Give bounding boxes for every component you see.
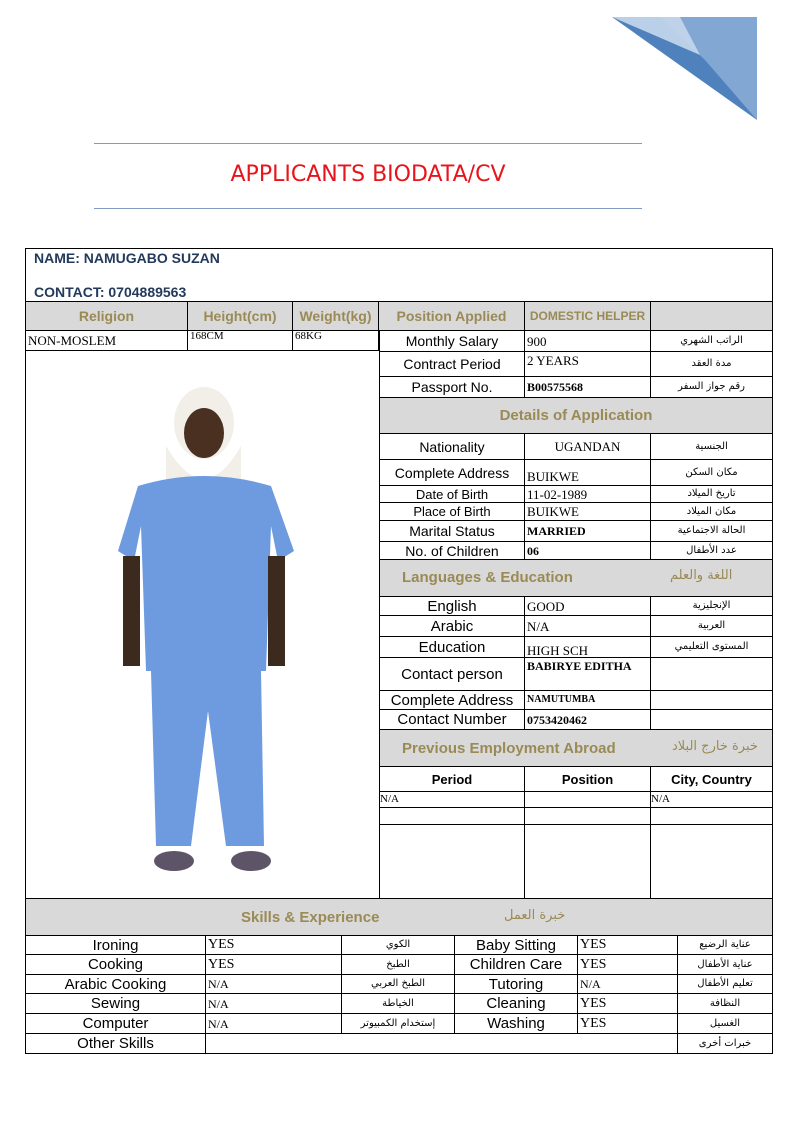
english-arabic: الإنجليزية	[651, 597, 773, 616]
nationality-arabic: الجنسية	[651, 434, 773, 460]
skill-right-value-3: N/A	[578, 975, 678, 994]
religion-header: Religion	[26, 301, 188, 331]
education-value: HIGH SCH	[525, 637, 651, 658]
contact-address-value: NAMUTUMBA	[525, 691, 651, 710]
weight-value: 68KG	[293, 331, 379, 351]
applicant-contact: CONTACT: 0704889563	[34, 284, 187, 300]
employment-heading-arabic: خبرة خارج البلاد	[672, 739, 758, 754]
complete-address-arabic: مكان السكن	[651, 460, 773, 486]
skill-left-value-3: N/A	[206, 975, 342, 994]
english-value: GOOD	[525, 597, 651, 616]
contact-address-arabic-blank	[651, 691, 773, 710]
employment-row-1-period: N/A	[379, 792, 525, 808]
weight-header: Weight(kg)	[293, 301, 379, 331]
skill-right-value-5: YES	[578, 1014, 678, 1034]
skills-heading-text: Skills & Experience	[241, 909, 380, 926]
dob-arabic: تاريخ الميلاد	[651, 486, 773, 503]
religion-value: NON-MOSLEM	[26, 331, 188, 351]
skill-right-label-5: Washing	[455, 1014, 578, 1034]
skill-left-label-2: Cooking	[25, 955, 206, 975]
skill-right-label-4: Cleaning	[455, 994, 578, 1014]
skill-right-arabic-4: النظافة	[678, 994, 773, 1014]
contract-period-arabic: مدة العقد	[651, 352, 773, 377]
title-rule-bottom	[94, 208, 642, 209]
page-title: APPLICANTS BIODATA/CV	[230, 162, 506, 187]
languages-heading-arabic: اللغة والعلم	[670, 568, 733, 583]
skill-right-arabic-3: تعليم الأطفال	[678, 975, 773, 994]
children-label: No. of Children	[379, 542, 525, 560]
arabic-value: N/A	[525, 616, 651, 637]
monthly-salary-label: Monthly Salary	[379, 331, 525, 352]
skill-right-value-1: YES	[578, 936, 678, 955]
position-value	[525, 301, 651, 331]
nationality-label: Nationality	[379, 434, 525, 460]
height-value: 168CM	[188, 331, 293, 351]
skill-right-label-2: Children Care	[455, 955, 578, 975]
position-arabic-blank	[651, 301, 773, 331]
arabic-label: Arabic	[379, 616, 525, 637]
skill-left-arabic-2: الطبخ	[342, 955, 455, 975]
arabic-arabic: العربية	[651, 616, 773, 637]
employment-row-2-period	[379, 808, 525, 825]
languages-heading	[379, 560, 773, 597]
skill-left-label-4: Sewing	[25, 994, 206, 1014]
employment-row-2-city	[651, 808, 773, 825]
employment-row-3-period	[379, 825, 525, 899]
employment-col-position: Position	[525, 767, 651, 792]
pob-value: BUIKWE	[525, 503, 651, 521]
pob-label: Place of Birth	[379, 503, 525, 521]
skill-left-value-2: YES	[206, 955, 342, 975]
name-contact-block	[25, 248, 773, 302]
skill-left-label-3: Arabic Cooking	[25, 975, 206, 994]
skill-left-arabic-1: الكوي	[342, 936, 455, 955]
title-rule-top	[94, 143, 642, 144]
contact-number-label: Contact Number	[379, 710, 525, 730]
employment-heading-text: Previous Employment Abroad	[402, 740, 616, 757]
applicant-photo	[26, 351, 379, 898]
contact-person-label: Contact person	[379, 658, 525, 691]
passport-value: B00575568	[525, 377, 651, 398]
skill-right-label-3: Tutoring	[455, 975, 578, 994]
skill-left-value-1: YES	[206, 936, 342, 955]
skill-right-arabic-1: عناية الرضيع	[678, 936, 773, 955]
contact-number-value: 0753420462	[525, 710, 651, 730]
skill-right-arabic-2: عناية الأطفال	[678, 955, 773, 975]
contact-person-value: BABIRYE EDITHA	[525, 658, 651, 691]
dob-value: 11-02-1989	[525, 486, 651, 503]
complete-address-label: Complete Address	[379, 460, 525, 486]
skill-right-value-2: YES	[578, 955, 678, 975]
employment-row-1-position	[525, 792, 651, 808]
corner-decoration	[0, 0, 795, 130]
skill-left-arabic-5: إستخدام الكمبيوتر	[342, 1014, 455, 1034]
contact-address-label: Complete Address	[379, 691, 525, 710]
education-label: Education	[379, 637, 525, 658]
skills-heading	[25, 898, 773, 936]
skill-right-arabic-5: الغسيل	[678, 1014, 773, 1034]
passport-label: Passport No.	[379, 377, 525, 398]
other-skills-label: Other Skills	[25, 1034, 206, 1054]
skill-right-label-1: Baby Sitting	[455, 936, 578, 955]
monthly-salary-value: 900	[525, 331, 651, 352]
position-value-text: DOMESTIC HELPER	[529, 308, 646, 323]
employment-row-1-city: N/A	[651, 792, 773, 808]
applicant-name: NAME: NAMUGABO SUZAN	[34, 250, 220, 266]
monthly-salary-arabic: الراتب الشهري	[651, 331, 773, 352]
employment-row-3-position	[525, 825, 651, 899]
employment-col-period: Period	[379, 767, 525, 792]
marital-status-value: MARRIED	[525, 521, 651, 542]
employment-row-3-city	[651, 825, 773, 899]
marital-status-arabic: الحالة الاجتماعية	[651, 521, 773, 542]
other-skills-arabic: خبرات أخرى	[678, 1034, 773, 1054]
employment-col-city: City, Country	[651, 767, 773, 792]
skill-left-label-5: Computer	[25, 1014, 206, 1034]
contact-number-arabic-blank	[651, 710, 773, 730]
complete-address-value: BUIKWE	[525, 460, 651, 486]
skill-left-label-1: Ironing	[25, 936, 206, 955]
skill-left-arabic-4: الخياطة	[342, 994, 455, 1014]
nationality-value: UGANDAN	[525, 434, 651, 460]
skill-right-value-4: YES	[578, 994, 678, 1014]
passport-arabic: رقم جواز السفر	[651, 377, 773, 398]
contract-period-value: 2 YEARS	[525, 352, 651, 377]
details-heading: Details of Application	[379, 398, 773, 434]
languages-heading-text: Languages & Education	[402, 569, 573, 586]
height-header: Height(cm)	[188, 301, 293, 331]
children-arabic: عدد الأطفال	[651, 542, 773, 560]
employment-row-2-position	[525, 808, 651, 825]
skills-heading-arabic: خبرة العمل	[504, 908, 566, 923]
skill-left-arabic-3: الطبخ العربي	[342, 975, 455, 994]
marital-status-label: Marital Status	[379, 521, 525, 542]
other-skills-value	[206, 1034, 678, 1054]
contact-person-arabic-blank	[651, 658, 773, 691]
contract-period-label: Contract Period	[379, 352, 525, 377]
children-value: 06	[525, 542, 651, 560]
position-applied-header: Position Applied	[379, 301, 525, 331]
english-label: English	[379, 597, 525, 616]
skill-left-value-4: N/A	[206, 994, 342, 1014]
education-arabic: المستوى التعليمي	[651, 637, 773, 658]
employment-heading	[379, 730, 773, 767]
skill-left-value-5: N/A	[206, 1014, 342, 1034]
pob-arabic: مكان الميلاد	[651, 503, 773, 521]
dob-label: Date of Birth	[379, 486, 525, 503]
